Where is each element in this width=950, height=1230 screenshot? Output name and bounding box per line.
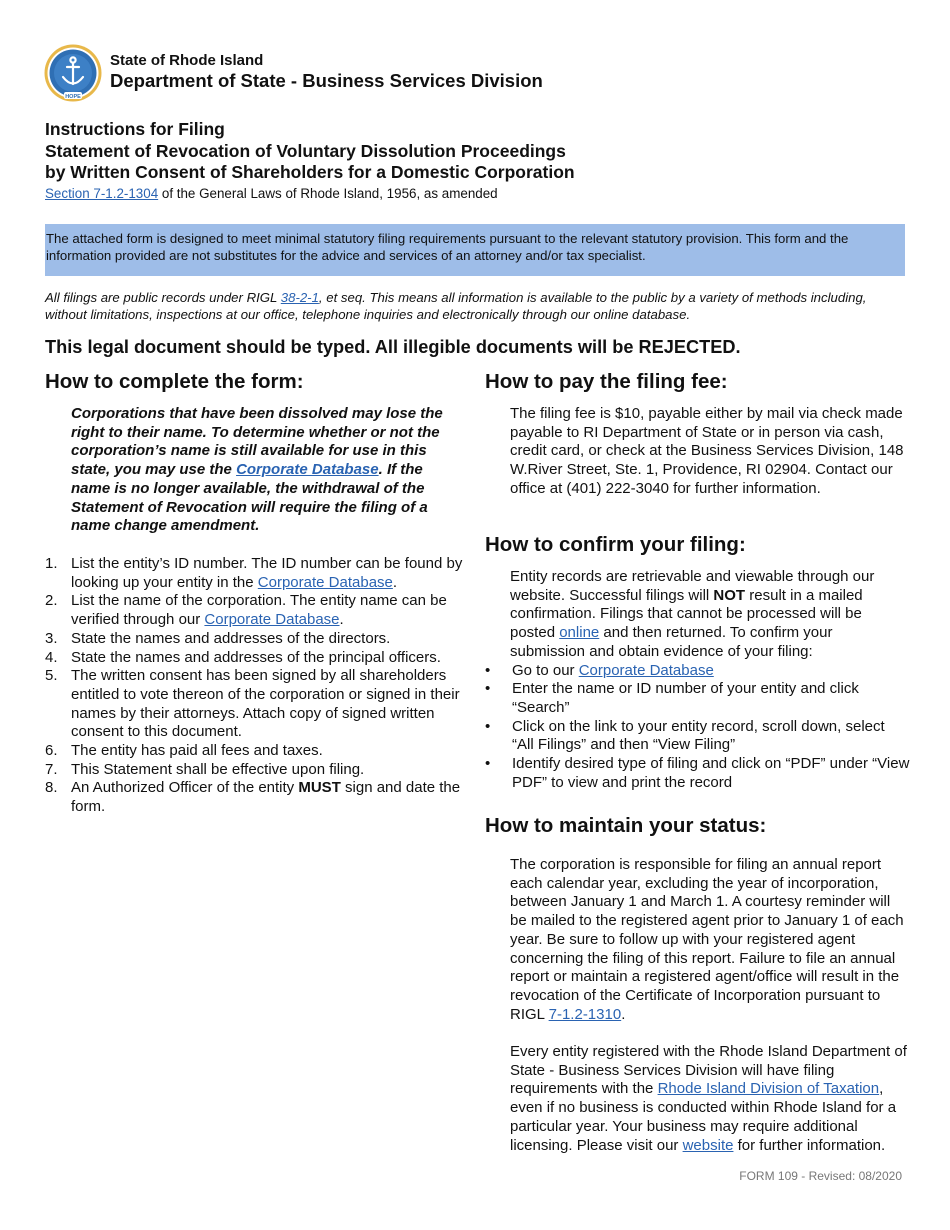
corporate-database-link[interactable]: Corporate Database	[578, 661, 714, 679]
corporate-database-link[interactable]: Corporate Database	[257, 573, 393, 591]
maintain-status-heading: How to maintain your status:	[485, 814, 767, 837]
list-item: 7. This Statement shall be effective upon filing.	[45, 760, 365, 778]
organization-header	[110, 52, 543, 93]
confirm-paragraph: Entity records are retrievable and viewable through our website. Successful filings will NOT result in a mailed confirmation. Filings that cannot be processed will be posted online and then returned. To confirm your submission and obtain evidence of your filing:	[510, 568, 875, 660]
complete-form-heading: How to complete the form:	[45, 370, 304, 393]
filing-steps-list	[45, 555, 470, 817]
pay-fee-heading: How to pay the filing fee:	[485, 370, 728, 393]
rigl-38-2-1-link[interactable]: 38-2-1	[280, 290, 319, 305]
confirm-steps-list	[485, 662, 910, 793]
taxation-paragraph: Every entity registered with the Rhode Island Department of State - Business Services Division will have filing requirements with the Rhode Island Division of Taxation, even if no business is conducted within Rhode Island for a particular year. Your business may require additional licensing. Please visit our website for further information.	[510, 1043, 907, 1154]
list-item: • Enter the name or ID number of your entity and click “Search”	[485, 680, 859, 716]
typed-warning: This legal document should be typed. All illegible documents will be REJECTED.	[45, 337, 741, 357]
list-item: 5. The written consent has been signed by all shareholders entitled to vote thereon of the corporation or signed in their names by their attorneys. Attach copy of signed written consent to this document.	[45, 667, 460, 741]
state-name: State of Rhode Island	[110, 52, 264, 69]
confirm-filing-body	[485, 568, 910, 792]
name-availability-warning: Corporations that have been dissolved may lose the right to their name. To determine whether or not the corporation’s name is still available for use in this state, you may use the Corporate Database. If the name is no longer available, the withdrawal of the Statement of Revocation will require the filing of a name change amendment.	[71, 405, 443, 535]
list-item: 2. List the name of the corporation. The entity name can be verified through our Corporate Database.	[45, 592, 447, 629]
list-item: 3. State the names and addresses of the directors.	[45, 629, 391, 647]
annual-report-paragraph: The corporation is responsible for filing an annual report each calendar year, excluding the year of incorporation, between January 1 and March 1. A courtesy reminder will be mailed to the registered agent prior to January 1 of each year. Be sure to follow up with your registered agent concerning the filing of this report. Failure to file an annual report or maintain a registered agent/office will result in the revocation of the Certificate of Incorporation pursuant to RIGL 7-1.2-1310.	[510, 856, 904, 1023]
document-title	[45, 119, 925, 203]
maintain-status-body	[510, 856, 910, 1155]
state-seal-logo	[44, 44, 102, 102]
online-link[interactable]: online	[559, 624, 600, 642]
form-revision-footer: FORM 109 - Revised: 08/2020	[739, 1169, 902, 1183]
svg-text:HOPE: HOPE	[65, 94, 81, 100]
corporate-database-link[interactable]: Corporate Database	[204, 611, 340, 629]
list-item: 4. State the names and addresses of the principal officers.	[45, 648, 441, 666]
website-link[interactable]: website	[682, 1136, 734, 1154]
list-item: 8. An Authorized Officer of the entity MUST sign and date the form.	[45, 779, 461, 816]
confirm-filing-heading: How to confirm your filing:	[485, 533, 746, 556]
list-item: 1. List the entity’s ID number. The ID number can be found by looking up your entity in the Corporate Database.	[45, 555, 463, 591]
disclaimer-notice: The attached form is designed to meet minimal statutory filing requirements pursuant to the relevant statutory provision. This form and the information provided are not substitutes for the advice and services of an attorney and/or tax specialist.	[45, 224, 905, 276]
list-item: 6. The entity has paid all fees and taxes.	[45, 742, 323, 760]
division-of-taxation-link[interactable]: Rhode Island Division of Taxation	[657, 1080, 880, 1098]
title-line-2: Statement of Revocation of Voluntary Dissolution Proceedings	[45, 140, 566, 161]
corporate-database-link[interactable]: Corporate Database	[236, 461, 379, 479]
list-item: • Go to our Corporate Database	[485, 661, 714, 679]
title-line-1: Instructions for Filing	[45, 119, 225, 139]
public-records-notice: All filings are public records under RIGL 38-2-1, et seq. This means all information is available to the public by a variety of methods including, without limitations, inspections at our office, telephone inquiries and electronically through our online database.	[45, 290, 867, 322]
title-line-3: by Written Consent of Shareholders for a Domestic Corporation	[45, 162, 575, 182]
statute-link[interactable]: Section 7-1.2-1304	[45, 185, 159, 201]
list-item: • Click on the link to your entity record, scroll down, select “All Filings” and then “View Filing”	[485, 717, 885, 754]
department-name: Department of State - Business Services Division	[110, 70, 543, 91]
statute-reference: Section 7-1.2-1304 of the General Laws of Rhode Island, 1956, as amended	[45, 185, 498, 201]
pay-fee-body: The filing fee is $10, payable either by mail via check made payable to RI Department of State or in person via cash, credit card, or check at the Business Services Division, 148 W.River Street, Ste. 1, Providence, RI 02904. Contact our office at (401) 222-3040 for further information.	[510, 405, 904, 497]
list-item: • Identify desired type of filing and click on “PDF” under “View PDF” to view and print the record	[485, 755, 910, 791]
rigl-7-1-2-1310-link[interactable]: 7-1.2-1310	[548, 1005, 622, 1023]
